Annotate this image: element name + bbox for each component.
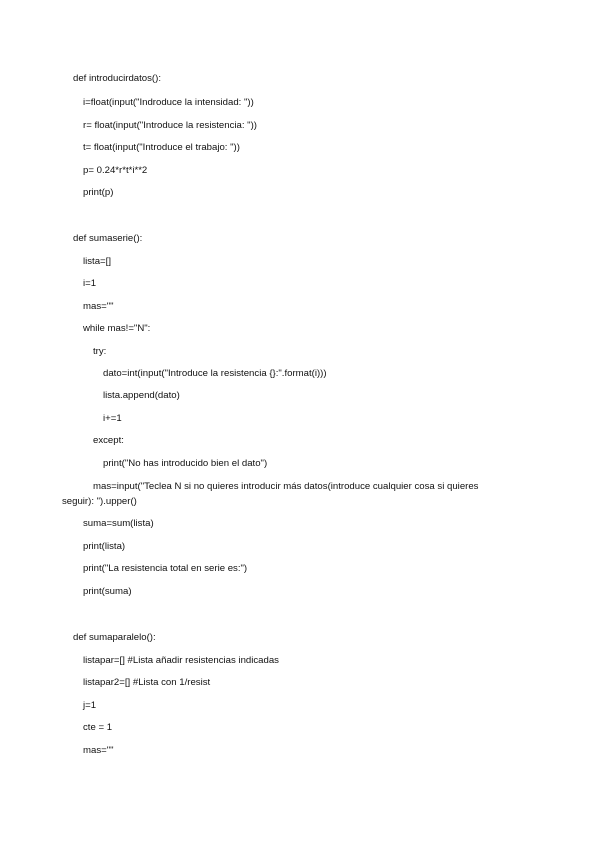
code-line: i=1 [83, 278, 97, 289]
code-line: def introducirdatos(): [73, 73, 161, 84]
code-line: i+=1 [103, 413, 122, 424]
code-line: listapar2=[] #Lista con 1/resist [83, 677, 211, 688]
code-line: print("No has introducido bien el dato") [103, 458, 268, 469]
code-line: mas="" [83, 301, 114, 312]
code-line: try: [93, 346, 107, 357]
code-line: i=float(input("Indroduce la intensidad: ")) [83, 97, 254, 108]
code-line: r= float(input("Introduce la resistencia: ")) [83, 120, 257, 131]
code-line: mas="" [83, 745, 114, 756]
code-line: print(lista) [83, 541, 126, 552]
code-line: listapar=[] #Lista añadir resistencias indicadas [83, 655, 279, 666]
code-line: print("La resistencia total en serie es:") [83, 563, 248, 574]
code-line: def sumaparalelo(): [73, 632, 156, 643]
code-line: lista=[] [83, 256, 111, 267]
code-line: t= float(input("Introduce el trabajo: ")) [83, 142, 240, 153]
code-line: cte = 1 [83, 722, 113, 733]
code-line: while mas!="N": [83, 323, 151, 334]
code-line: mas=input("Teclea N si no quieres introducir más datos(introduce cualquier cosa si quieres [93, 481, 479, 492]
code-line: except: [93, 435, 124, 446]
code-line: p= 0.24*r*t*i**2 [83, 165, 148, 176]
code-line: suma=sum(lista) [83, 518, 154, 529]
code-line: dato=int(input("Introduce la resistencia {}:".format(i))) [103, 368, 327, 379]
code-line: print(p) [83, 187, 114, 198]
code-line: j=1 [83, 700, 97, 711]
code-line: print(suma) [83, 586, 132, 597]
code-line: lista.append(dato) [103, 390, 180, 401]
code-line: seguir): ").upper() [62, 496, 137, 507]
code-line: def sumaserie(): [73, 233, 143, 244]
